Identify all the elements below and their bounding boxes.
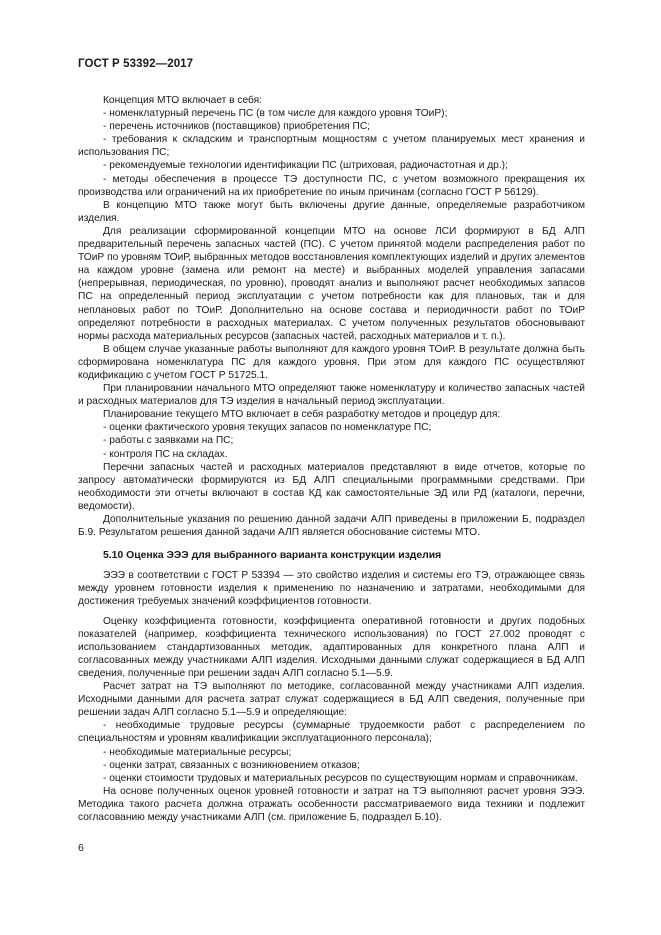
paragraph: - оценки затрат, связанных с возникновением отказов; <box>103 759 360 771</box>
paragraph: - работы с заявками на ПС; <box>103 435 234 447</box>
paragraph: - необходимые материальные ресурсы; <box>103 746 292 758</box>
paragraph: - оценки стоимости трудовых и материальных ресурсов по существующим нормам и справочникам. <box>103 772 578 784</box>
paragraph: Для реализации сформированной концепции МТО на основе ЛСИ формируют в БД АЛП предварительный перечень запасных частей (ПС). С учетом принятой модели распределения работ по ТОиР по уровням ТОиР, выбранных методов восстановления комплектующих изделий и других элементов на каждом уровне (замена или ремонт на месте) и выбранных моделей управления запасами (непрерывная, периодическая, по уровню), проводят анализ и выполняют расчет необходимых запасов ПС на определенный период эксплуатации с учетом потребности как для плановых, так и для неплановых работ по ТОиР. Дополнительно на основе состава и периодичности работ по ТОиР определяют потребности в расходных материалах. С учетом полученных результатов обосновывают нормы расхода материальных ресурсов (запасных частей, расходных материалов и т. п.). <box>78 225 585 342</box>
paragraph: При планировании начального МТО определяют также номенклатуру и количество запасных частей и расходных материалов для ТЭ изделия в начальный период эксплуатации. <box>78 383 585 408</box>
paragraph: Оценку коэффициента готовности, коэффициента оперативной готовности и других подобных показателей (например, коэффициента технического использования) по ГОСТ 27.002 проводят с использованием стандартизованных методик, адаптированных для конкретного плана АЛП и согласованных между участниками АЛП изделия. Исходными данными служат содержащиеся в БД АЛП сведения, полученные при решении задач АЛП согласно 5.1—5.9. <box>78 615 585 679</box>
paragraph: - методы обеспечения в процессе ТЭ доступности ПС, с учетом возможного прекращения их производства или ограничений на их приобретение по иным причинам (согласно ГОСТ Р 56129). <box>78 173 585 198</box>
paragraph: - рекомендуемые технологии идентификации ПС (штриховая, радиочастотная и др.); <box>103 160 508 172</box>
paragraph: - перечень источников (поставщиков) приобретения ПС; <box>103 121 371 133</box>
page-number: 6 <box>78 842 84 854</box>
section-heading: 5.10 Оценка ЭЭЭ для выбранного варианта конструкции изделия <box>103 550 442 562</box>
paragraph: В общем случае указанные работы выполняют для каждого уровня ТОиР. В результате должна быть сформирована номенклатура ПС для каждого уровня. При этом для каждого ПС осуществляют кодификацию с учетом ГОСТ Р 51725.1. <box>78 343 585 381</box>
document-header: ГОСТ Р 53392—2017 <box>78 58 194 70</box>
paragraph: - номенклатурный перечень ПС (в том числе для каждого уровня ТОиР); <box>103 108 448 120</box>
paragraph: - требования к складским и транспортным мощностям с учетом планируемых мест хранения и использования ПС; <box>78 134 585 159</box>
paragraph: Расчет затрат на ТЭ выполняют по методике, согласованной между участниками АЛП изделия. Исходными данными для расчета затрат служат содержащиеся в БД АЛП сведения, полученные при решении задач АЛП согласно 5.1—5.9 и определяющие: <box>78 681 585 719</box>
paragraph: Дополнительные указания по решению данной задачи АЛП приведены в приложении Б, подраздел Б.9. Результатом решения данной задачи АЛП является обоснование системы МТО. <box>78 514 585 539</box>
paragraph: Концепция МТО включает в себя: <box>103 95 262 106</box>
paragraph: Перечни запасных частей и расходных материалов представляют в виде отчетов, которые по запросу автоматически формируются из БД АЛП специальными программными средствами. При необходимости эти отчеты включают в состав КД как самостоятельные ЭД или РД (каталоги, перечни, ведомости). <box>78 461 585 512</box>
paragraph: - оценки фактического уровня текущих запасов по номенклатуре ПС; <box>103 422 432 434</box>
paragraph: На основе полученных оценок уровней готовности и затрат на ТЭ выполняют расчет уровня ЭЭЭ. Методика такого расчета должна отражать особенности рассматриваемого вида техники и подлежит согласованию между участниками АЛП (см. приложение Б, подраздел Б.10). <box>78 785 585 823</box>
paragraph: - контроля ПС на складах. <box>103 448 228 460</box>
document-body <box>78 94 585 824</box>
paragraph: ЭЭЭ в соответствии с ГОСТ Р 53394 — это свойство изделия и системы его ТЭ, отражающее связь между уровнем готовности изделия к применению по назначению и затратами, необходимыми для достижения требуемых значений коэффициентов готовности. <box>78 570 585 608</box>
paragraph: Планирование текущего МТО включает в себя разработку методов и процедур для: <box>103 409 501 421</box>
paragraph: - необходимые трудовые ресурсы (суммарные трудоемкости работ с распределением по специальностям и уровням квалификации эксплуатационного персонала); <box>78 720 585 745</box>
paragraph: В концепцию МТО также могут быть включены другие данные, определяемые разработчиком изделия. <box>78 199 585 224</box>
